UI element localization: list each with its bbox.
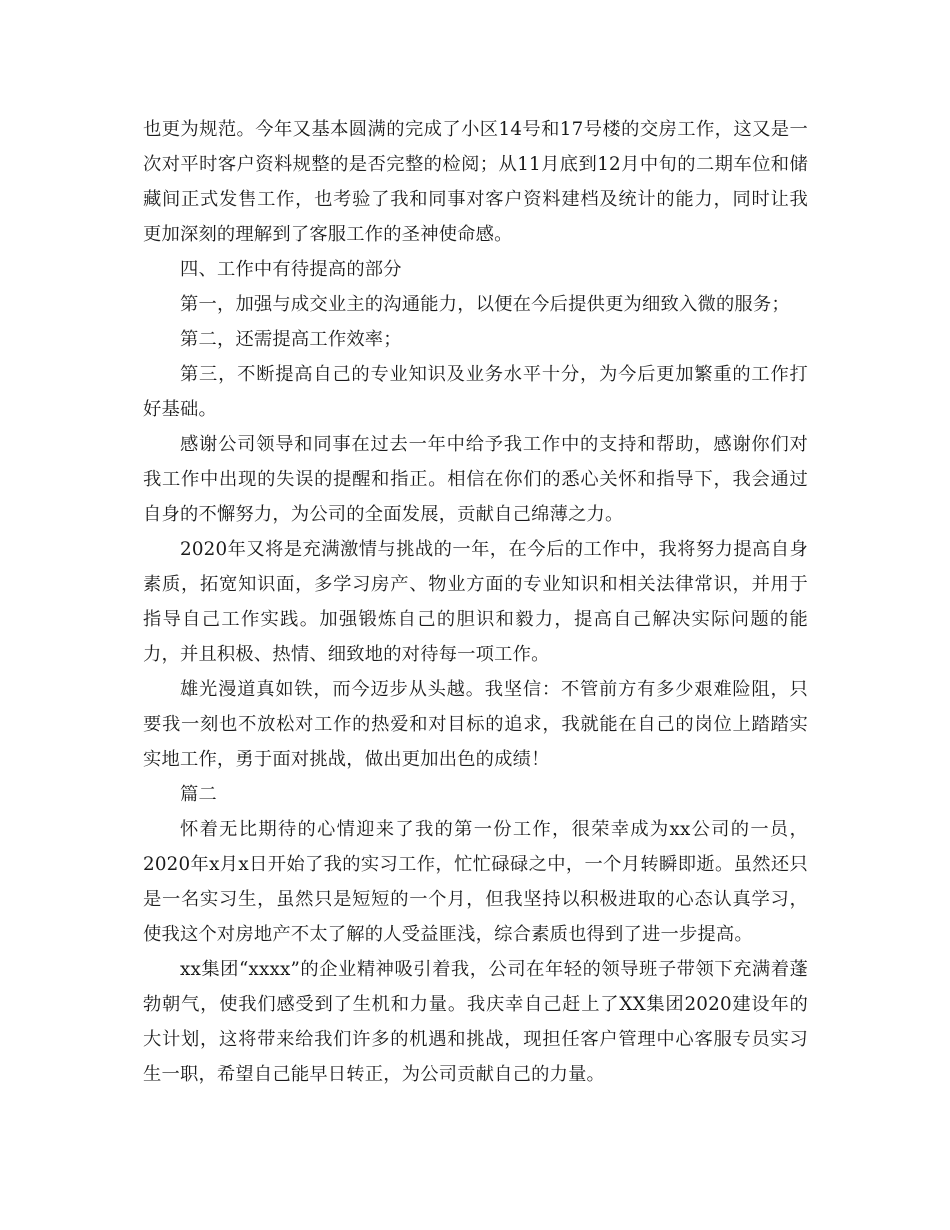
paragraph-2020-plan: 2020年又将是充满激情与挑战的一年，在今后的工作中，我将努力提高自身素质，拓宽知识面，多学习房产、物业方面的专业知识和相关法律常识，并用于指导自己工作实践。加强锻炼自己的胆识和毅力，提高自己解决实际问题的能力，并且积极、热情、细致地的对待每一项工作。	[143, 539, 808, 665]
section-heading-part-two: 篇二	[180, 784, 217, 805]
paragraph-continued: 也更为规范。今年又基本圆满的完成了小区14号和17号楼的交房工作，这又是一次对平时客户资料规整的是否完整的检阅；从11月底到12月中旬的二期车位和储藏间正式发售工作，也考验了我和同事对客户资料建档及统计的能力，同时让我更加深刻的理解到了客服工作的圣神使命感。	[143, 119, 808, 245]
paragraph-point-second: 第二，还需提高工作效率；	[180, 329, 402, 350]
document-body	[143, 112, 808, 1092]
section-heading-improvements: 四、工作中有待提高的部分	[180, 259, 402, 280]
paragraph-point-third: 第三，不断提高自己的专业知识及业务水平十分，为今后更加繁重的工作打好基础。	[143, 364, 808, 420]
paragraph-internship: 怀着无比期待的心情迎来了我的第一份工作，很荣幸成为xx公司的一员，2020年x月x日开始了我的实习工作，忙忙碌碌之中，一个月转瞬即逝。虽然还只是一名实习生，虽然只是短短的一个月，但我坚持以积极进取的心态认真学习，使我这个对房地产不太了解的人受益匪浅，综合素质也得到了进一步提高。	[143, 819, 808, 945]
paragraph-resolve: 雄光漫道真如铁，而今迈步从头越。我坚信：不管前方有多少艰难险阻，只要我一刻也不放松对工作的热爱和对目标的追求，我就能在自己的岗位上踏踏实实地工作，勇于面对挑战，做出更加出色的成绩！	[143, 679, 808, 770]
paragraph-thanks: 感谢公司领导和同事在过去一年中给予我工作中的支持和帮助，感谢你们对我工作中出现的失误的提醒和指正。相信在你们的悉心关怀和指导下，我会通过自身的不懈努力，为公司的全面发展，贡献自己绵薄之力。	[143, 434, 808, 525]
paragraph-company-spirit: xx集团“xxxx”的企业精神吸引着我，公司在年轻的领导班子带领下充满着蓬勃朝气，使我们感受到了生机和力量。我庆幸自己赶上了XX集团2020建设年的大计划，这将带来给我们许多的机遇和挑战，现担任客户管理中心客服专员实习生一职，希望自己能早日转正，为公司贡献自己的力量。	[143, 959, 808, 1085]
paragraph-point-first: 第一，加强与成交业主的沟通能力，以便在今后提供更为细致入微的服务；	[180, 294, 790, 315]
